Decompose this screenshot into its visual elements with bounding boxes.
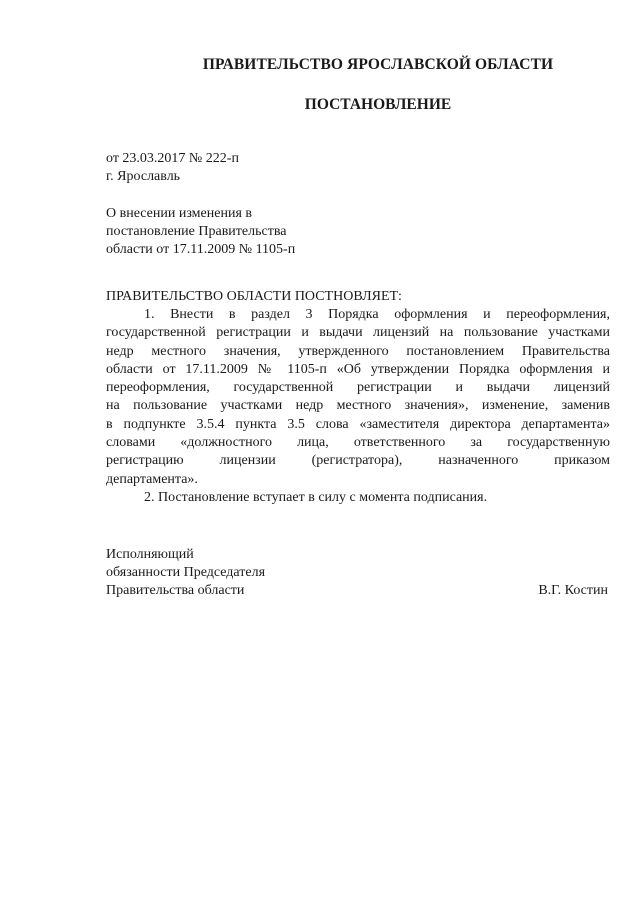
item-1-line: переоформления, государственной регистрации и выдачи лицензий bbox=[106, 380, 610, 396]
preamble: ПРАВИТЕЛЬСТВО ОБЛАСТИ ПОСТНОВЛЯЕТ: bbox=[106, 289, 402, 304]
signature-position-line: Правительства области bbox=[106, 583, 245, 598]
item-2: 2. Постановление вступает в силу с момента подписания. bbox=[144, 489, 488, 505]
signature-position bbox=[106, 546, 265, 600]
item-1-line: области от 17.11.2009 № 1105-п «Об утверждении Порядка оформления и bbox=[106, 361, 610, 377]
body-text bbox=[106, 306, 610, 507]
item-1-line: в подпункте 3.5.4 пункта 3.5 слова «заместителя директора департамента» bbox=[106, 416, 610, 432]
subject-line-1: О внесении изменения в bbox=[106, 206, 252, 221]
subject-line-3: области от 17.11.2009 № 1105-п bbox=[106, 242, 296, 257]
signature-position-line: обязанности Председателя bbox=[106, 565, 266, 580]
item-1-line: на пользование участками недр местного значения», изменение, заменив bbox=[106, 398, 610, 414]
document-place: г. Ярославль bbox=[106, 169, 181, 184]
subject-line-2: постановление Правительства bbox=[106, 224, 287, 239]
item-1-line: словами «должностного лица, ответственного за государственную bbox=[106, 435, 610, 451]
document-type-title: ПОСТАНОВЛЕНИЕ bbox=[304, 96, 452, 113]
signature-position-line: Исполняющий bbox=[106, 547, 194, 562]
signer-name: В.Г. Костин bbox=[538, 583, 608, 598]
item-1-line: департамента». bbox=[106, 471, 198, 487]
item-1-line: 1. Внести в раздел 3 Порядка оформления и переоформления, bbox=[144, 307, 610, 322]
item-1-line: регистрацию лицензии (регистратора), назначенного приказом bbox=[106, 453, 610, 469]
document-date-number: от 23.03.2017 № 222-п bbox=[106, 151, 239, 166]
organization-title: ПРАВИТЕЛЬСТВО ЯРОСЛАВСКОЙ ОБЛАСТИ bbox=[202, 56, 554, 73]
item-1-line: государственной регистрации и выдачи лицензий на пользование участками bbox=[106, 325, 610, 341]
item-1-line: недр местного значения, утвержденного постановлением Правительства bbox=[106, 343, 610, 359]
